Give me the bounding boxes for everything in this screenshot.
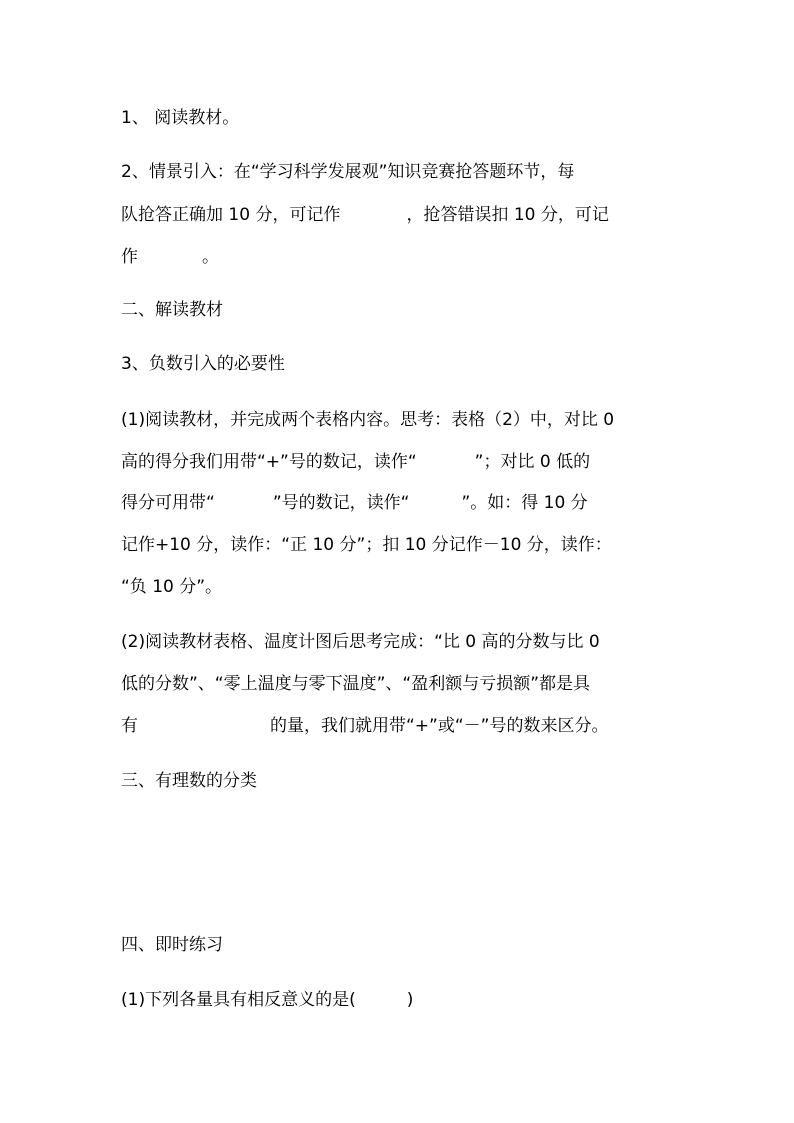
- item-2-scenario-line-3: [121, 246, 681, 268]
- item-2-scenario-line-1: 2、情景引入：在“学习科学发展观”知识竞赛抢答题环节，每: [121, 162, 575, 182]
- text-segment: ”；对比 0 低的: [474, 452, 591, 472]
- item-2-scenario-line-2: [121, 204, 681, 226]
- section-heading-4: 四、即时练习: [121, 935, 223, 955]
- item-3-2-line-1: (2)阅读教材表格、温度计图后思考完成：“比 0 高的分数与比 0: [121, 632, 600, 652]
- text-segment: 有: [121, 716, 138, 736]
- item-3-2-line-3: [121, 715, 681, 737]
- text-segment: ”号的数记，读作“: [272, 493, 410, 513]
- text-segment: 作: [121, 247, 138, 267]
- section-heading-2: 二、解读教材: [121, 300, 223, 320]
- text-segment: ”。如：得 10 分: [461, 493, 588, 513]
- text-segment: 队抢答正确加 10 分，可记作: [121, 205, 341, 225]
- item-3-1-line-1: (1)阅读教材，并完成两个表格内容。思考：表格（2）中，对比 0: [121, 410, 615, 430]
- text-segment: 得分可用带“: [121, 493, 215, 513]
- item-3-1-line-2: [121, 451, 681, 473]
- item-3-heading: 3、负数引入的必要性: [121, 354, 285, 374]
- item-3-1-line-5: “负 10 分”。: [121, 577, 223, 597]
- item-3-1-line-3: [121, 492, 681, 514]
- text-segment: 。: [202, 247, 219, 267]
- item-3-2-line-2: 低的分数”、“零上温度与零下温度”、“盈利额与亏损额”都是具: [121, 674, 591, 694]
- text-segment: 高的得分我们用带“+”号的数记，读作“: [121, 452, 417, 472]
- text-segment: ，抢答错误扣 10 分，可记: [406, 205, 609, 225]
- item-1-read-textbook: 1、 阅读教材。: [121, 108, 240, 128]
- text-segment: 的量，我们就用带“+”或“－”号的数来区分。: [270, 716, 609, 736]
- item-3-1-line-4: 记作+10 分，读作：“正 10 分”；扣 10 分记作－10 分，读作：: [121, 535, 612, 555]
- section-heading-3: 三、有理数的分类: [121, 771, 257, 791]
- practice-question-1: (1)下列各量具有相反意义的是( ): [121, 990, 414, 1010]
